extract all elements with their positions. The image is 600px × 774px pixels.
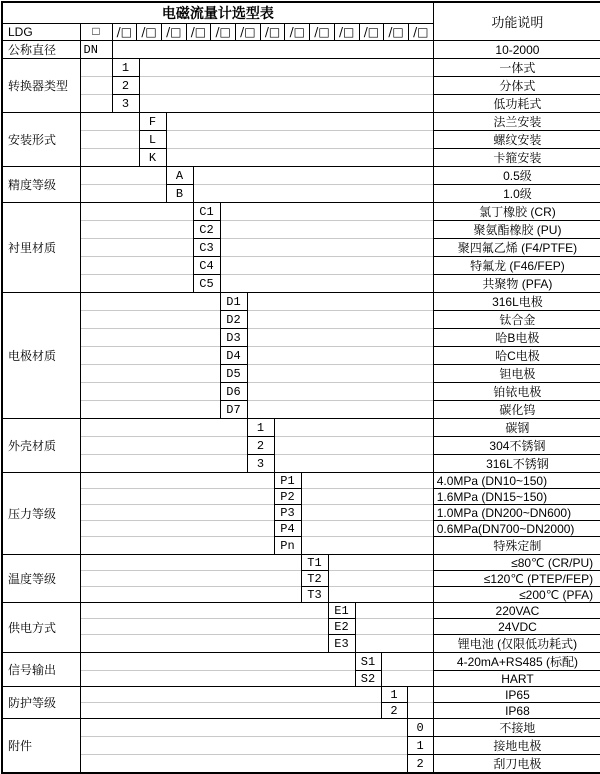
category-label: 衬里材质 [2, 203, 80, 293]
desc-cell: 聚氨酯橡胶 (PU) [433, 221, 600, 239]
desc-cell: 哈C电极 [433, 347, 600, 365]
spacer-cell [328, 555, 433, 571]
spacer-cell [166, 149, 433, 167]
code-cell: DN [80, 41, 112, 59]
category-label: 信号输出 [2, 653, 80, 687]
code-cell: C5 [193, 275, 220, 293]
category-label: 精度等级 [2, 167, 80, 203]
desc-cell: 4.0MPa (DN10~150) [433, 473, 600, 489]
spacer-cell [80, 221, 193, 239]
spacer-cell [166, 131, 433, 149]
desc-cell: 分体式 [433, 77, 600, 95]
spacer-cell [80, 635, 328, 653]
spacer-cell [301, 521, 433, 537]
spacer-cell [80, 505, 274, 521]
category-label: 转换器类型 [2, 59, 80, 113]
desc-cell: 接地电极 [433, 737, 600, 755]
desc-cell: 0.5级 [433, 167, 600, 185]
spacer-cell [193, 167, 433, 185]
code-cell: D6 [220, 383, 247, 401]
spacer-cell [80, 455, 247, 473]
code-cell: C4 [193, 257, 220, 275]
code-cell: E3 [328, 635, 355, 653]
desc-cell: 不接地 [433, 719, 600, 737]
desc-cell: 卡箍安装 [433, 149, 600, 167]
model-slot: /□ [261, 24, 286, 40]
code-cell: 1 [381, 687, 407, 703]
model-slot: /□ [162, 24, 187, 40]
code-cell: P4 [274, 521, 301, 537]
desc-cell: 10-2000 [433, 41, 600, 59]
spacer-cell [80, 603, 328, 619]
desc-cell: 24VDC [433, 619, 600, 635]
desc-cell: 刮刀电极 [433, 755, 600, 774]
desc-cell: 316L不锈钢 [433, 455, 600, 473]
spacer-cell [274, 419, 433, 437]
code-cell: 3 [112, 95, 139, 113]
spacer-cell [80, 555, 301, 571]
table-title: 电磁流量计选型表 [2, 2, 433, 24]
desc-cell: 220VAC [433, 603, 600, 619]
spacer-cell [220, 203, 433, 221]
code-cell: 2 [381, 703, 407, 719]
spacer-cell [166, 113, 433, 131]
desc-cell: 氯丁橡胶 (CR) [433, 203, 600, 221]
code-cell: S2 [355, 671, 381, 687]
desc-cell: 铂铱电极 [433, 383, 600, 401]
spacer-cell [80, 687, 381, 703]
code-cell: T3 [301, 587, 328, 603]
spacer-cell [80, 537, 274, 555]
spacer-cell [355, 635, 433, 653]
spacer-cell [80, 571, 301, 587]
spacer-cell [80, 239, 193, 257]
spacer-cell [80, 587, 301, 603]
desc-cell: 4-20mA+RS485 (标配) [433, 653, 600, 671]
spacer-cell [247, 383, 433, 401]
desc-cell: 特殊定制 [433, 537, 600, 555]
code-cell: A [166, 167, 193, 185]
code-cell: E1 [328, 603, 355, 619]
model-slot: /□ [113, 24, 138, 40]
code-cell: P3 [274, 505, 301, 521]
spacer-cell [247, 293, 433, 311]
desc-cell: IP68 [433, 703, 600, 719]
spacer-cell [80, 671, 355, 687]
spacer-cell [139, 59, 433, 77]
code-cell: K [139, 149, 166, 167]
spacer-cell [139, 77, 433, 95]
spacer-cell [80, 703, 381, 719]
desc-cell: ≤120℃ (PTEP/FEP) [433, 571, 600, 587]
spacer-cell [80, 257, 193, 275]
spacer-cell [328, 587, 433, 603]
category-label: 附件 [2, 719, 80, 774]
desc-cell: 1.0MPa (DN200~DN600) [433, 505, 600, 521]
code-cell: D5 [220, 365, 247, 383]
spacer-cell [80, 203, 193, 221]
code-cell: P2 [274, 489, 301, 505]
code-cell: 1 [112, 59, 139, 77]
spacer-cell [80, 131, 139, 149]
model-prefix-label: LDG [2, 24, 80, 41]
code-cell: T2 [301, 571, 328, 587]
spacer-cell [328, 571, 433, 587]
desc-cell: 聚四氟乙烯 (F4/PTFE) [433, 239, 600, 257]
spacer-cell [80, 167, 166, 185]
spacer-cell [407, 687, 433, 703]
category-label: 压力等级 [2, 473, 80, 555]
code-cell: C2 [193, 221, 220, 239]
spacer-cell [301, 489, 433, 505]
model-slot-row [113, 24, 433, 40]
code-cell: F [139, 113, 166, 131]
category-label: 温度等级 [2, 555, 80, 603]
desc-cell: 低功耗式 [433, 95, 600, 113]
code-cell: Pn [274, 537, 301, 555]
code-cell: 2 [407, 755, 433, 774]
spacer-cell [220, 221, 433, 239]
spacer-cell [112, 41, 433, 59]
desc-cell: 特氟龙 (F46/FEP) [433, 257, 600, 275]
spacer-cell [80, 275, 193, 293]
spacer-cell [80, 473, 274, 489]
desc-cell: 螺纹安装 [433, 131, 600, 149]
selection-table [1, 1, 600, 774]
model-slot: /□ [236, 24, 261, 40]
desc-cell: 1.6MPa (DN15~150) [433, 489, 600, 505]
spacer-cell [80, 489, 274, 505]
spacer-cell [381, 653, 433, 671]
category-label: 安装形式 [2, 113, 80, 167]
model-slot: /□ [211, 24, 236, 40]
category-label: 电极材质 [2, 293, 80, 419]
model-slot-strip [112, 24, 433, 41]
category-label: 外壳材质 [2, 419, 80, 473]
spacer-cell [247, 329, 433, 347]
desc-cell: 一体式 [433, 59, 600, 77]
code-cell: D2 [220, 311, 247, 329]
spacer-cell [80, 365, 220, 383]
code-cell: 0 [407, 719, 433, 737]
spacer-cell [381, 671, 433, 687]
code-cell: C3 [193, 239, 220, 257]
spacer-cell [80, 149, 139, 167]
desc-cell: 碳钢 [433, 419, 600, 437]
spacer-cell [407, 703, 433, 719]
desc-cell: ≤200℃ (PFA) [433, 587, 600, 603]
code-cell: 1 [407, 737, 433, 755]
code-cell: B [166, 185, 193, 203]
model-slot: /□ [285, 24, 310, 40]
desc-cell: IP65 [433, 687, 600, 703]
spacer-cell [274, 455, 433, 473]
code-cell: 1 [247, 419, 274, 437]
spacer-cell [80, 383, 220, 401]
code-cell: D1 [220, 293, 247, 311]
spacer-cell [220, 239, 433, 257]
desc-cell: 法兰安装 [433, 113, 600, 131]
spacer-cell [80, 653, 355, 671]
model-slot: /□ [413, 25, 429, 39]
code-cell: T1 [301, 555, 328, 571]
desc-cell: 钽电极 [433, 365, 600, 383]
spacer-cell [80, 113, 139, 131]
category-label: 防护等级 [2, 687, 80, 719]
spacer-cell [193, 185, 433, 203]
desc-cell: 锂电池 (仅限低功耗式) [433, 635, 600, 653]
spacer-cell [247, 347, 433, 365]
model-slot: /□ [187, 24, 212, 40]
spacer-cell [247, 401, 433, 419]
code-cell: E2 [328, 619, 355, 635]
spacer-cell [80, 619, 328, 635]
code-cell: D7 [220, 401, 247, 419]
code-cell: 3 [247, 455, 274, 473]
category-label: 公称直径 [2, 41, 80, 59]
code-cell: S1 [355, 653, 381, 671]
spacer-cell [301, 537, 433, 555]
code-cell: D3 [220, 329, 247, 347]
model-slot: /□ [137, 24, 162, 40]
desc-cell: 0.6MPa(DN700~DN2000) [433, 521, 600, 537]
spacer-cell [220, 257, 433, 275]
spacer-cell [80, 185, 166, 203]
desc-cell: 304不锈钢 [433, 437, 600, 455]
desc-cell: 哈B电极 [433, 329, 600, 347]
spacer-cell [220, 275, 433, 293]
code-cell: P1 [274, 473, 301, 489]
code-cell: 2 [112, 77, 139, 95]
desc-cell: 碳化钨 [433, 401, 600, 419]
desc-cell: ≤80℃ (CR/PU) [433, 555, 600, 571]
desc-cell: 钛合金 [433, 311, 600, 329]
spacer-cell [80, 95, 112, 113]
spacer-cell [80, 77, 112, 95]
spacer-cell [80, 311, 220, 329]
model-slot: /□ [310, 24, 335, 40]
spacer-cell [80, 347, 220, 365]
spacer-cell [80, 329, 220, 347]
function-column-header: 功能说明 [433, 2, 600, 41]
spacer-cell [80, 521, 274, 537]
spacer-cell [247, 365, 433, 383]
model-first-slot: □ [80, 24, 112, 41]
model-slot: /□ [360, 24, 385, 40]
spacer-cell [80, 419, 247, 437]
category-label: 供电方式 [2, 603, 80, 653]
desc-cell: 1.0级 [433, 185, 600, 203]
desc-cell: HART [433, 671, 600, 687]
code-cell: L [139, 131, 166, 149]
spacer-cell [80, 755, 407, 774]
spacer-cell [80, 437, 247, 455]
model-slot: /□ [335, 24, 360, 40]
spacer-cell [80, 401, 220, 419]
spacer-cell [80, 293, 220, 311]
desc-cell: 316L电极 [433, 293, 600, 311]
spacer-cell [355, 603, 433, 619]
spacer-cell [80, 737, 407, 755]
spacer-cell [80, 719, 407, 737]
spacer-cell [247, 311, 433, 329]
spacer-cell [80, 59, 112, 77]
spacer-cell [355, 619, 433, 635]
spacer-cell [139, 95, 433, 113]
desc-cell: 共聚物 (PFA) [433, 275, 600, 293]
code-cell: D4 [220, 347, 247, 365]
model-slot: /□ [384, 24, 409, 40]
code-cell: 2 [247, 437, 274, 455]
code-cell: C1 [193, 203, 220, 221]
spacer-cell [301, 505, 433, 521]
spacer-cell [301, 473, 433, 489]
spacer-cell [274, 437, 433, 455]
